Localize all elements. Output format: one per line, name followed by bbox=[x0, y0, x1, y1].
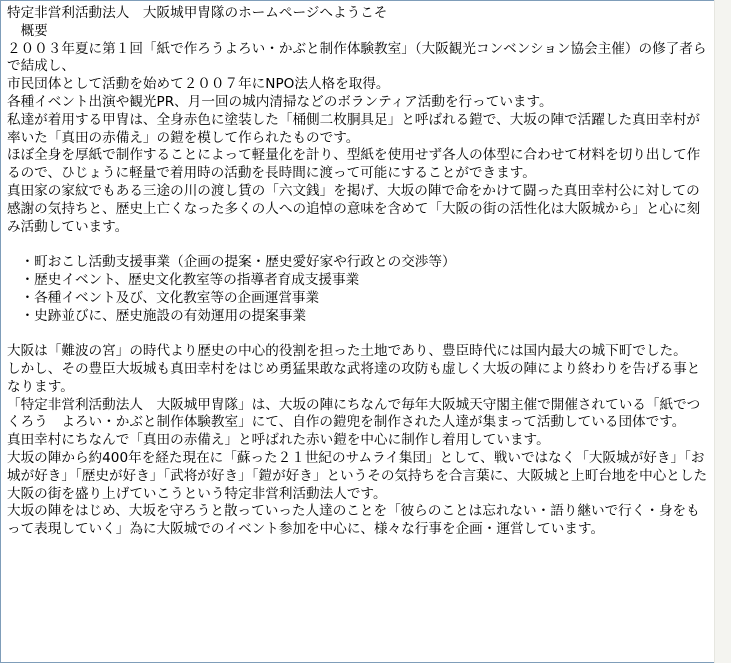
paragraph-armor: 私達が着用する甲冑は、全身赤色に塗装した「桶側二枚胴具足」と呼ばれる鎧で、大坂の陣で活躍した真田幸村が率いた「真田の赤備え」の鎧を模して作られたものです。 bbox=[7, 111, 701, 146]
list-item: ・史跡並びに、歴史施設の有効運用の提案事業 bbox=[7, 307, 307, 324]
activity-list bbox=[7, 254, 713, 325]
paragraph-npo: 市民団体として活動を始めて２００７年にNPO法人格を取得。 bbox=[7, 76, 390, 93]
spacer bbox=[7, 325, 713, 343]
list-item: ・歴史イベント、歴史文化教室等の指導者育成支援事業 bbox=[7, 271, 360, 288]
vertical-scrollbar[interactable] bbox=[714, 0, 731, 663]
paragraph-activities: 各種イベント出演や観光PR、月一回の城内清掃などのボランティア活動を行っています。 bbox=[7, 93, 553, 110]
spacer bbox=[7, 236, 713, 254]
document-content bbox=[7, 5, 713, 539]
overview-heading: 概要 bbox=[7, 22, 48, 39]
paragraph-lightweight: ほぼ全身を厚紙で制作することによって軽量化を計り、型紙を使用せず各人の体型に合わせて材料を切り出して作るので、ひじょうに軽量で着用時の活動を長時間に渡って可能にすることができます。 bbox=[7, 147, 701, 182]
paragraph-samurai: 大坂の陣から約400年を経た現在に「蘇った２１世紀のサムライ集団」として、戦いではなく「大阪城が好き」「お城が好き」「歴史が好き」「武将が好き」「鎧が好き」というその気持ちを合言葉に、大阪城と上町台地を中心とした大阪の街を盛り上げていこうという特定非営利活動法人です。 bbox=[7, 449, 708, 502]
list-item: ・各種イベント及び、文化教室等の企画運営事業 bbox=[7, 289, 320, 306]
paragraph-organization: 「特定非営利活動法人 大阪城甲冑隊」は、大坂の陣にちなんで毎年大阪城天守閣主催で開催されている「紙でつくろう よろい・かぶと制作体験教室」にて、自作の鎧兜を制作された人達が集まって活動している団体です。 bbox=[7, 396, 701, 431]
list-item: ・町おこし活動支援事業（企画の提案・歴史愛好家や行政との交渉等） bbox=[7, 254, 456, 271]
page-title: 特定非営利活動法人 大阪城甲冑隊のホームページへようこそ bbox=[7, 5, 388, 21]
paragraph-rokumonsen: 真田家の家紋でもある三途の川の渡し賃の「六文銭」を掲げ、大坂の陣で命をかけて闘った真田幸村公に対しての感謝の気持ちと、歴史上亡くなった多くの人への追悼の意味を含めて「大阪の街の活性化は大阪城から」と心に刻み活動しています。 bbox=[7, 182, 701, 235]
paragraph-founding: ２００３年夏に第１回「紙で作ろうよろい・かぶと制作体験教室」（大阪観光コンベンション協会主催）の修了者らで結成し、 bbox=[7, 40, 707, 75]
paragraph-naniwa: 大阪は「難波の宮」の時代より歴史の中心的役割を担った土地であり、豊臣時代には国内最大の城下町でした。 bbox=[7, 343, 687, 360]
paragraph-mission: 大坂の陣をはじめ、大坂を守ろうと散っていった人達のことを「彼らのことは忘れない・語り継いで行く・身をもって表現していく」為に大阪城でのイベント参加を中心に、様々な行事を企画・運営しています。 bbox=[7, 503, 700, 538]
paragraph-akazonae: 真田幸村にちなんで「真田の赤備え」と呼ばれた赤い鎧を中心に制作し着用しています。 bbox=[7, 432, 550, 449]
paragraph-toyotomi: しかし、その豊臣大坂城も真田幸村をはじめ勇猛果敢な武将達の攻防も虚しく大坂の陣により終わりを告げる事となります。 bbox=[7, 360, 701, 395]
